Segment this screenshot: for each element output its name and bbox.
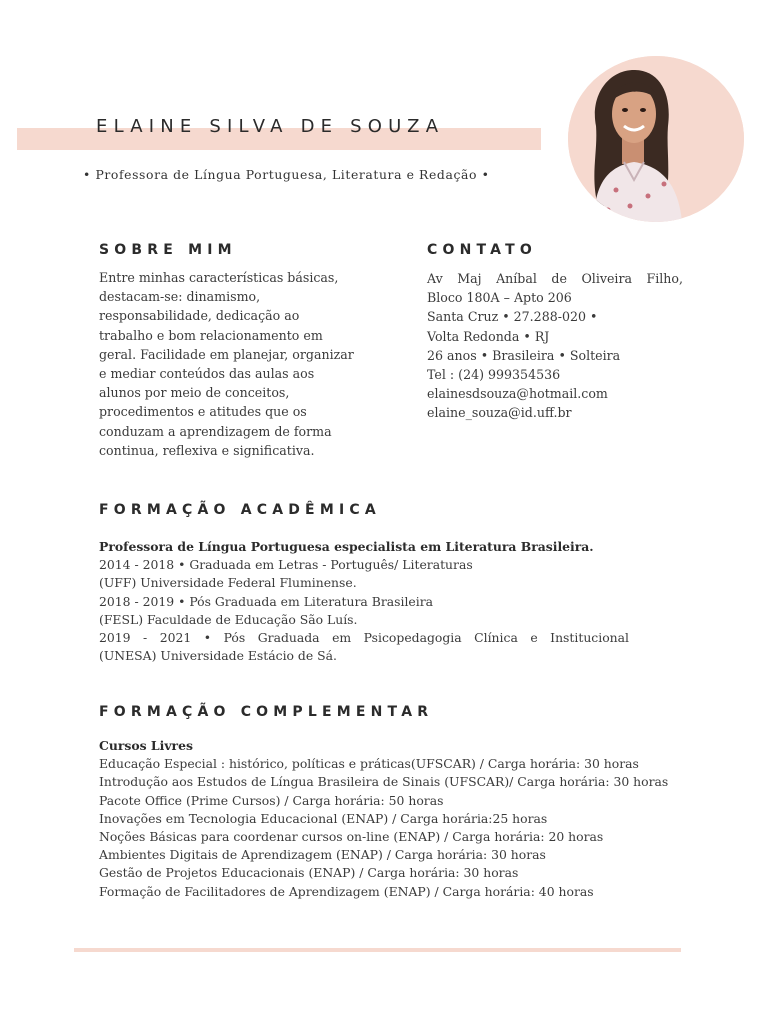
person-name: ELAINE SILVA DE SOUZA xyxy=(96,116,445,137)
section-title-formacao-academica: FORMAÇÃO ACADÊMICA xyxy=(99,502,381,518)
formacao-academica-list xyxy=(99,538,629,665)
contato-email: elaine_souza@id.uff.br xyxy=(427,405,572,421)
sobre-mim-line: continua, reflexiva e significativa. xyxy=(99,442,315,458)
sobre-mim-line: responsabilidade, dedicação ao xyxy=(99,308,300,324)
contato-text xyxy=(427,269,683,423)
section-title-sobre-mim: SOBRE MIM xyxy=(99,242,237,258)
contato-address-line: Av Maj Aníbal de Oliveira Filho, xyxy=(427,271,683,286)
formacao-complementar-list xyxy=(99,737,668,901)
formacao-academica-line: 2019 - 2021 • Pós Graduada em Psicopedagogia Clínica e Institucional xyxy=(99,630,629,646)
sobre-mim-line: geral. Facilidade em planejar, organizar xyxy=(99,346,354,362)
section-title-formacao-complementar: FORMAÇÃO COMPLEMENTAR xyxy=(99,704,434,720)
sobre-mim-line: procedimentos e atitudes que os xyxy=(99,404,307,420)
curso-item: Gestão de Projetos Educacionais (ENAP) / Carga horária: 30 horas xyxy=(99,865,519,881)
profession-subtitle: • Professora de Língua Portuguesa, Literatura e Redação • xyxy=(83,167,490,182)
curso-item: Pacote Office (Prime Cursos) / Carga horária: 50 horas xyxy=(99,792,444,808)
curso-item: Formação de Facilitadores de Aprendizagem (ENAP) / Carga horária: 40 horas xyxy=(99,883,594,899)
contato-personal-info: 26 anos • Brasileira • Solteira xyxy=(427,347,621,363)
bottom-divider xyxy=(74,948,681,952)
profile-photo xyxy=(568,56,744,222)
contato-address-line: Bloco 180A – Apto 206 xyxy=(427,290,572,306)
curso-item: Educação Especial : histórico, políticas e práticas(UFSCAR) / Carga horária: 30 horas xyxy=(99,756,639,772)
curso-item: Inovações em Tecnologia Educacional (ENAP) / Carga horária:25 horas xyxy=(99,810,548,826)
curso-item: Introdução aos Estudos de Língua Brasileira de Sinais (UFSCAR)/ Carga horária: 30 horas xyxy=(99,774,669,790)
formacao-academica-heading: Professora de Língua Portuguesa especialista em Literatura Brasileira. xyxy=(99,539,594,554)
formacao-academica-line: (FESL) Faculdade de Educação São Luís. xyxy=(99,611,358,627)
formacao-academica-line: (UFF) Universidade Federal Fluminense. xyxy=(99,575,357,591)
contato-email: elainesdsouza@hotmail.com xyxy=(427,386,608,402)
sobre-mim-line: conduzam a aprendizagem de forma xyxy=(99,423,332,439)
profile-photo-illustration xyxy=(568,56,744,222)
sobre-mim-line: destacam-se: dinamismo, xyxy=(99,289,261,305)
contato-address-line: Santa Cruz • 27.288-020 • xyxy=(427,309,598,325)
contato-address-line: Volta Redonda • RJ xyxy=(427,328,550,344)
curso-item: Noções Básicas para coordenar cursos on-line (ENAP) / Carga horária: 20 horas xyxy=(99,829,604,845)
formacao-academica-line: 2014 - 2018 • Graduada em Letras - Português/ Literaturas xyxy=(99,557,473,573)
sobre-mim-line: alunos por meio de conceitos, xyxy=(99,385,290,401)
sobre-mim-line: e mediar conteúdos das aulas aos xyxy=(99,366,315,382)
formacao-academica-line: 2018 - 2019 • Pós Graduada em Literatura Brasileira xyxy=(99,593,434,609)
cursos-livres-heading: Cursos Livres xyxy=(99,738,193,753)
formacao-academica-line: (UNESA) Universidade Estácio de Sá. xyxy=(99,648,337,664)
section-title-contato: CONTATO xyxy=(427,242,537,258)
sobre-mim-line: trabalho e bom relacionamento em xyxy=(99,327,323,343)
sobre-mim-text xyxy=(99,268,389,460)
curso-item: Ambientes Digitais de Aprendizagem (ENAP) / Carga horária: 30 horas xyxy=(99,847,546,863)
sobre-mim-line: Entre minhas características básicas, xyxy=(99,270,339,285)
contato-phone: Tel : (24) 999354536 xyxy=(427,367,561,383)
